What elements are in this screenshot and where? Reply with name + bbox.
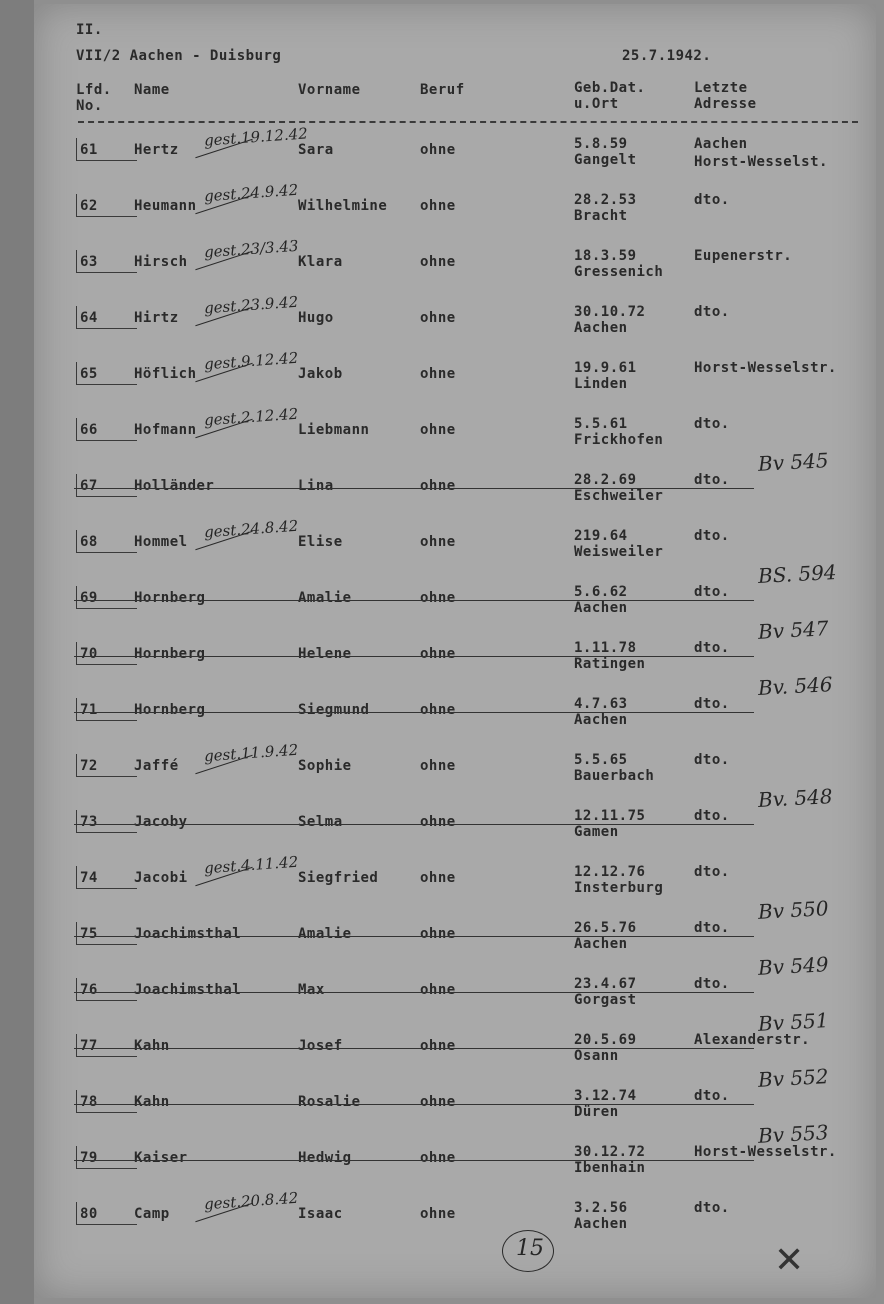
entry-firstname: Sophie — [298, 758, 352, 774]
entry-firstname: Rosalie — [298, 1094, 361, 1110]
entry-address: dto. — [694, 584, 730, 600]
entry-birthplace: Aachen — [574, 1216, 628, 1232]
col-header-beruf: Beruf — [420, 82, 465, 98]
document-date: 25.7.1942. — [622, 48, 712, 64]
entry-birthplace: Gorgast — [574, 992, 637, 1008]
entry-occupation: ohne — [420, 870, 456, 886]
handwritten-death-note: gest.23.9.42 — [203, 292, 299, 318]
entry-address: dto. — [694, 920, 730, 936]
handwritten-death-note: gest.11.9.42 — [203, 740, 299, 766]
entry-surname: Höflich — [134, 366, 197, 382]
handwritten-reference: Bv 545 — [757, 448, 830, 476]
entry-number: 66 — [80, 422, 98, 438]
col-header-name: Name — [134, 82, 170, 98]
col-header-vorname: Vorname — [298, 82, 361, 98]
col-header-gebdat: Geb.Dat. — [574, 80, 646, 96]
entry-occupation: ohne — [420, 1038, 456, 1054]
col-header-ort: u.Ort — [574, 96, 619, 112]
entry-birthdate: 26.5.76 — [574, 920, 637, 936]
entry-occupation: ohne — [420, 310, 456, 326]
entry-number: 75 — [80, 926, 98, 942]
strike-through-line — [74, 488, 754, 489]
entry-number: 77 — [80, 1038, 98, 1054]
entry-number: 80 — [80, 1206, 98, 1222]
entry-birthdate: 28.2.69 — [574, 472, 637, 488]
entry-firstname: Hedwig — [298, 1150, 352, 1166]
entry-birthplace: Frickhofen — [574, 432, 664, 448]
document-page — [34, 4, 876, 1298]
entry-birthdate: 5.8.59 — [574, 136, 628, 152]
entry-surname: Hornberg — [134, 646, 206, 662]
entry-address: dto. — [694, 192, 730, 208]
cross-mark-icon: ✕ — [774, 1240, 805, 1281]
entry-birthplace: Gangelt — [574, 152, 637, 168]
entry-birthplace: Düren — [574, 1104, 619, 1120]
entry-birthdate: 5.5.65 — [574, 752, 628, 768]
entry-number: 68 — [80, 534, 98, 550]
entry-number: 74 — [80, 870, 98, 886]
entry-birthdate: 12.12.76 — [574, 864, 646, 880]
entry-birthdate: 3.2.56 — [574, 1200, 628, 1216]
entry-birthdate: 28.2.53 — [574, 192, 637, 208]
col-header-adresse: Adresse — [694, 96, 757, 112]
entry-birthdate: 18.3.59 — [574, 248, 637, 264]
entry-surname: Joachimsthal — [134, 926, 242, 942]
entry-address: Horst-Wesselstr. — [694, 1144, 837, 1160]
entry-surname: Hornberg — [134, 590, 206, 606]
entry-address: dto. — [694, 640, 730, 656]
entry-firstname: Max — [298, 982, 325, 998]
page-number: 15 — [516, 1236, 544, 1261]
handwritten-death-note: gest.4.11.42 — [203, 852, 299, 878]
strike-through-line — [74, 712, 754, 713]
strike-through-line — [74, 656, 754, 657]
handwritten-death-note: gest.24.8.42 — [203, 516, 299, 542]
entry-birthplace: Aachen — [574, 712, 628, 728]
entry-address: dto. — [694, 1088, 730, 1104]
entry-occupation: ohne — [420, 1094, 456, 1110]
handwritten-death-note: gest.20.8.42 — [203, 1188, 299, 1214]
handwritten-death-note: gest.24.9.42 — [203, 180, 299, 206]
entry-firstname: Josef — [298, 1038, 343, 1054]
handwritten-reference: Bv. 548 — [757, 784, 834, 812]
entry-firstname: Isaac — [298, 1206, 343, 1222]
entry-birthplace: Osann — [574, 1048, 619, 1064]
entry-occupation: ohne — [420, 254, 456, 270]
entry-birthplace: Bracht — [574, 208, 628, 224]
entry-occupation: ohne — [420, 478, 456, 494]
left-page-edge — [0, 0, 34, 1304]
entry-number: 69 — [80, 590, 98, 606]
entry-birthplace: Insterburg — [574, 880, 664, 896]
strike-through-line — [74, 936, 754, 937]
entry-birthplace: Ibenhain — [574, 1160, 646, 1176]
entry-address: dto. — [694, 472, 730, 488]
entry-surname: Jaffé — [134, 758, 179, 774]
entry-birthdate: 1.11.78 — [574, 640, 637, 656]
entry-address: Horst-Wesselstr. — [694, 360, 837, 376]
entry-birthdate: 30.10.72 — [574, 304, 646, 320]
entry-number: 79 — [80, 1150, 98, 1166]
entry-address: dto. — [694, 752, 730, 768]
entry-occupation: ohne — [420, 198, 456, 214]
entry-surname: Jacobi — [134, 870, 188, 886]
strike-through-line — [74, 1104, 754, 1105]
handwritten-reference: Bv 553 — [757, 1120, 830, 1148]
entry-occupation: ohne — [420, 702, 456, 718]
entry-surname: Hirsch — [134, 254, 188, 270]
entry-birthdate: 5.6.62 — [574, 584, 628, 600]
entry-birthdate: 5.5.61 — [574, 416, 628, 432]
entry-birthdate: 20.5.69 — [574, 1032, 637, 1048]
entry-birthdate: 30.12.72 — [574, 1144, 646, 1160]
entry-number: 72 — [80, 758, 98, 774]
entry-occupation: ohne — [420, 142, 456, 158]
entry-birthdate: 19.9.61 — [574, 360, 637, 376]
entry-surname: Hertz — [134, 142, 179, 158]
entry-occupation: ohne — [420, 926, 456, 942]
col-header-no: No. — [76, 98, 103, 114]
entry-number: 76 — [80, 982, 98, 998]
entry-occupation: ohne — [420, 590, 456, 606]
entry-surname: Camp — [134, 1206, 170, 1222]
transport-title: VII/2 Aachen - Duisburg — [76, 48, 282, 64]
handwritten-reference: Bv 552 — [757, 1064, 830, 1092]
entry-surname: Kahn — [134, 1038, 170, 1054]
entry-address: dto. — [694, 808, 730, 824]
entry-occupation: ohne — [420, 366, 456, 382]
entry-occupation: ohne — [420, 646, 456, 662]
strike-through-line — [74, 600, 754, 601]
entry-firstname: Hugo — [298, 310, 334, 326]
entry-occupation: ohne — [420, 982, 456, 998]
entry-firstname: Wilhelmine — [298, 198, 388, 214]
entry-firstname: Amalie — [298, 590, 352, 606]
entry-address: Alexanderstr. — [694, 1032, 811, 1048]
section-number: II. — [76, 22, 103, 38]
entry-surname: Hommel — [134, 534, 188, 550]
entry-birthdate: 4.7.63 — [574, 696, 628, 712]
entry-surname: Joachimsthal — [134, 982, 242, 998]
entry-surname: Hornberg — [134, 702, 206, 718]
entry-firstname: Helene — [298, 646, 352, 662]
entry-address: dto. — [694, 1200, 730, 1216]
entry-birthplace: Weisweiler — [574, 544, 664, 560]
entry-number: 70 — [80, 646, 98, 662]
entry-address: dto. — [694, 416, 730, 432]
entry-surname: Jacoby — [134, 814, 188, 830]
entry-surname: Heumann — [134, 198, 197, 214]
handwritten-reference: Bv. 546 — [757, 672, 834, 700]
handwritten-reference: Bv 549 — [757, 952, 830, 980]
handwritten-reference: Bv 550 — [757, 896, 830, 924]
entry-number: 62 — [80, 198, 98, 214]
entry-number: 65 — [80, 366, 98, 382]
entry-firstname: Siegmund — [298, 702, 370, 718]
entry-surname: Kaiser — [134, 1150, 188, 1166]
col-header-letzte: Letzte — [694, 80, 748, 96]
entry-number: 64 — [80, 310, 98, 326]
handwritten-reference: Bv 551 — [757, 1008, 830, 1036]
entry-occupation: ohne — [420, 422, 456, 438]
entry-firstname: Elise — [298, 534, 343, 550]
entry-firstname: Jakob — [298, 366, 343, 382]
entry-number: 71 — [80, 702, 98, 718]
entry-birthplace: Gressenich — [574, 264, 664, 280]
strike-through-line — [74, 992, 754, 993]
entry-number: 63 — [80, 254, 98, 270]
entry-birthplace: Bauerbach — [574, 768, 655, 784]
entry-address: dto. — [694, 976, 730, 992]
entry-firstname: Siegfried — [298, 870, 379, 886]
entry-surname: Hirtz — [134, 310, 179, 326]
entry-surname: Holländer — [134, 478, 215, 494]
header-divider — [78, 121, 858, 123]
entry-firstname: Klara — [298, 254, 343, 270]
entry-address: dto. — [694, 304, 730, 320]
entry-address-line2: Horst-Wesselst. — [694, 154, 828, 170]
entry-address: dto. — [694, 696, 730, 712]
entry-surname: Kahn — [134, 1094, 170, 1110]
entry-occupation: ohne — [420, 534, 456, 550]
handwritten-death-note: gest.19.12.42 — [203, 124, 309, 150]
handwritten-death-note: gest.2.12.42 — [203, 404, 299, 430]
entry-number: 67 — [80, 478, 98, 494]
entry-address: Eupenerstr. — [694, 248, 793, 264]
entry-address: dto. — [694, 528, 730, 544]
entry-birthdate: 219.64 — [574, 528, 628, 544]
strike-through-line — [74, 824, 754, 825]
handwritten-death-note: gest.23/3.43 — [203, 236, 300, 262]
strike-through-line — [74, 1160, 754, 1161]
strike-through-line — [74, 1048, 754, 1049]
handwritten-death-note: gest.9.12.42 — [203, 348, 299, 374]
entry-birthdate: 3.12.74 — [574, 1088, 637, 1104]
col-header-lfd: Lfd. — [76, 82, 112, 98]
entry-number: 61 — [80, 142, 98, 158]
handwritten-reference: BS. 594 — [757, 559, 838, 589]
entry-birthplace: Gamen — [574, 824, 619, 840]
entry-birthplace: Aachen — [574, 600, 628, 616]
entry-occupation: ohne — [420, 758, 456, 774]
entry-birthplace: Eschweiler — [574, 488, 664, 504]
entry-firstname: Lina — [298, 478, 334, 494]
entry-birthdate: 23.4.67 — [574, 976, 637, 992]
entry-birthdate: 12.11.75 — [574, 808, 646, 824]
entry-occupation: ohne — [420, 814, 456, 830]
entry-firstname: Selma — [298, 814, 343, 830]
entry-number: 78 — [80, 1094, 98, 1110]
entry-occupation: ohne — [420, 1150, 456, 1166]
entry-firstname: Liebmann — [298, 422, 370, 438]
entry-birthplace: Linden — [574, 376, 628, 392]
handwritten-reference: Bv 547 — [757, 616, 830, 644]
entry-surname: Hofmann — [134, 422, 197, 438]
entry-birthplace: Ratingen — [574, 656, 646, 672]
entry-birthplace: Aachen — [574, 936, 628, 952]
entry-address: Aachen — [694, 136, 748, 152]
entry-address: dto. — [694, 864, 730, 880]
entry-firstname: Sara — [298, 142, 334, 158]
entry-number: 73 — [80, 814, 98, 830]
entry-occupation: ohne — [420, 1206, 456, 1222]
entry-birthplace: Aachen — [574, 320, 628, 336]
entry-firstname: Amalie — [298, 926, 352, 942]
